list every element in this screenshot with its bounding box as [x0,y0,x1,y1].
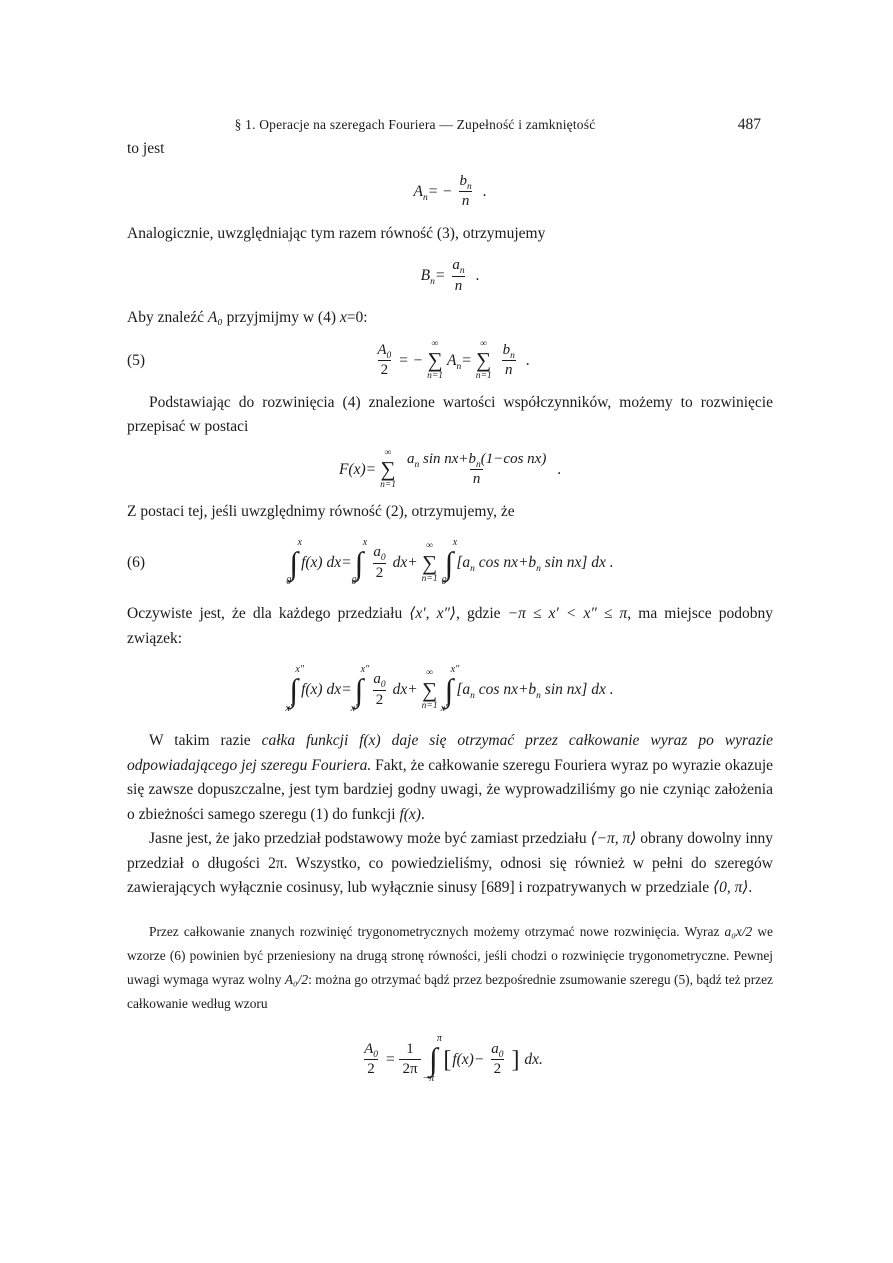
sum-lower-limit: n=1 [380,480,396,490]
fraction-numerator [370,671,388,689]
sum-upper-limit: ∞ [426,668,434,678]
math-relation: = − [427,182,453,200]
math-relation: = [385,1050,396,1068]
sum-operator-group [380,449,396,491]
formula-period: . [478,182,487,200]
integral-icon: ∫ [429,1041,438,1078]
math-expression: (1−cos nx) [480,450,547,467]
math-run [413,183,452,201]
integral-group [285,663,304,716]
fraction-numerator [361,1041,381,1059]
text: . [748,879,753,896]
math-subscript: 0 [380,680,386,691]
fraction-denominator [470,469,484,488]
math-expression: f(x)− [452,1050,485,1068]
fraction-denominator: 2 [373,563,387,582]
equation-6 [127,532,773,594]
math-subscript: n [470,564,475,575]
formula-period: . [553,460,562,478]
sigma-icon: ∑ [380,457,396,481]
integral-group [422,1033,442,1085]
integral-upper-limit: x″ [450,663,460,675]
math-var: A [413,182,423,200]
math-relation: = − [398,351,424,369]
math-fraction [500,342,518,380]
fraction-numerator [500,342,518,360]
math-var: a [452,257,460,274]
text-column [127,117,773,1099]
math-var: n [454,277,463,294]
fraction-numerator [404,451,549,469]
running-head-title: § 1. Operacje na szeregach Fouriera — Zupełność i zamkniętość [234,117,596,132]
math-run [452,1051,484,1069]
math-subscript: 0 [498,1050,504,1061]
math-fraction [404,451,549,489]
text: Podstawiając do rozwinięcia (4) znalezione wartości współczynników, możemy to rozwinięcie przepisać w postaci [127,393,773,435]
math-run [420,267,446,288]
math-fraction [370,671,388,709]
math-expression: ⟨x′, x″⟩ [409,605,456,622]
math-expression: cos nx+b [474,681,537,698]
math-subscript: n [470,691,475,702]
integral-icon: ∫ [289,544,299,581]
math-expression: sin nx] dx . [540,681,614,698]
text: obrany dowolny inny przedział o długości 2π. Wszystko, co powiedzieliśmy, odnosi się również w pełni do szeregów zawierających wyłącznie cosinusy, lub wyłącznie sinusy [689] i rozpatrywanych w przedziale [127,830,773,896]
integral-upper-limit: x [362,536,368,548]
formula-period: . [521,351,530,369]
fraction-denominator [452,276,466,295]
math-expression: −π ≤ x′ < x″ ≤ π [507,605,628,622]
text: to jest [127,140,165,157]
sum-upper-limit: ∞ [426,541,434,551]
integral-lower-limit: x′ [350,703,358,715]
math-subscript: n [459,266,465,277]
formula-an [127,170,773,214]
sum-lower-limit: n=1 [427,371,444,381]
sigma-icon: ∑ [476,348,492,372]
sigma-icon: ∑ [422,677,438,702]
math-var: n [505,362,513,378]
math-var: A₀ [207,309,223,326]
integral-upper-limit: x″ [360,663,370,675]
math-expression: f(x) dx= [301,681,352,698]
para-jasne-jest [127,827,773,901]
math-var: a [491,1041,499,1058]
fraction-denominator: 2π [399,1059,420,1078]
sum-operator-group [476,340,492,382]
math-subscript: n [536,691,541,702]
math-subscript: n [456,361,462,372]
fraction-denominator [459,191,473,210]
equation-number: (6) [127,554,146,571]
formula-interval-integral [127,659,773,721]
para-podstawiajac [127,391,773,440]
para-z-postaci [127,500,773,525]
integral-icon: ∫ [444,671,454,708]
math-var: a [373,671,381,688]
page-header [127,117,773,137]
math-run [521,1051,543,1069]
equation-5 [127,339,773,383]
math-run [447,352,472,370]
sum-lower-limit: n=1 [421,573,438,584]
integral-icon: ∫ [354,671,364,708]
text: =0: [346,309,368,326]
math-expression: [a [456,554,471,571]
math-subscript: 0 [386,350,392,361]
math-subscript: n [430,277,435,288]
formula-fx [127,448,773,492]
math-expression: dx. [520,1050,543,1068]
math-subscript: 0 [380,553,386,564]
math-run [393,554,418,572]
math-fraction [374,342,394,380]
sigma-icon: ∑ [427,348,443,372]
text: . [420,805,425,823]
fraction-denominator [502,360,516,379]
math-expression: f(x) [399,805,421,823]
math-fraction [399,1041,420,1079]
integral-group [286,536,302,589]
sum-operator-group [427,340,443,382]
math-var: A [377,341,387,358]
fraction-denominator: 2 [378,360,392,379]
text: Z postaci tej, jeśli uwzględnimy równość (2), otrzymujemy, że [127,502,515,520]
sum-upper-limit: ∞ [431,338,439,349]
math-expression: dx+ [392,554,418,571]
page-number: 487 [737,116,761,133]
right-bracket: ] [511,1046,520,1073]
fraction-numerator [449,257,467,275]
math-subscript: n [414,459,420,470]
fraction-numerator [370,544,388,562]
text: we wzorze (6) powinien być przeniesiony na drugą stronę równości, jeśli chodzi o rozwinięcie trygonometryczne. Pewnej uwagi wymaga wyraz wolny [127,923,773,987]
math-run [456,681,614,702]
fraction-denominator: 2 [373,690,387,709]
integral-group [351,536,368,589]
sum-upper-limit: ∞ [384,447,392,458]
integral-lower-limit: x′ [285,703,293,715]
math-expression: a₀x/2 [724,923,753,939]
formula-bn [127,254,773,298]
left-bracket: [ [443,1046,452,1073]
para-aby-znalezc [127,306,773,331]
math-var: b [459,172,467,189]
math-expression: ⟨0, π⟩ [713,879,749,896]
text: , gdzie [455,605,508,622]
sigma-icon: ∑ [422,550,438,575]
math-run [301,681,351,699]
math-var: B [420,267,431,284]
fraction-numerator [374,342,394,360]
integral-lower-limit: 0 [286,576,292,588]
math-run [339,461,376,479]
math-fraction [449,257,467,295]
math-var: A [447,351,457,369]
math-var: b [468,450,477,467]
integral-upper-limit: π [436,1033,442,1045]
integral-group [350,663,370,716]
text: W takim razie [149,732,262,749]
para-oczywiste [127,602,773,651]
para-to-jest [127,137,773,162]
math-expression: dx+ [392,681,418,698]
math-expression: sin nx] dx . [540,554,614,571]
math-expression: F(x)= [338,460,377,478]
fraction-denominator: 2 [364,1059,378,1078]
math-expression: A₀/2 [284,971,309,987]
math-var: a [373,544,381,561]
integral-icon: ∫ [444,544,454,581]
equation-number: (5) [127,351,146,369]
integral-lower-limit: 0 [441,576,447,588]
fraction-numerator [488,1041,506,1059]
para-w-takim-razie [127,729,773,827]
sum-lower-limit: n=1 [421,700,438,711]
integral-group [441,536,458,589]
text: Aby znaleźć [127,309,208,326]
math-relation: = [434,267,446,284]
math-run [301,554,351,572]
text: , ma miejsce podobny związek: [127,605,773,647]
fraction-numerator [457,173,475,191]
math-subscript: n [476,459,481,470]
text: przyjmijmy w (4) [222,309,340,326]
emphasized-text: całka funkcji f(x) daje się otrzymać przez całkowanie wyraz po wyrazie odpowiadającego jej szeregu Fouriera. [127,732,773,774]
integral-icon: ∫ [289,671,299,708]
math-var: A [364,1041,374,1058]
integral-upper-limit: x [297,536,302,548]
integral-lower-limit: 0 [351,576,357,588]
math-expression: sin nx+ [419,450,469,467]
text: Analogicznie, uwzględniając tym razem równość (3), otrzymujemy [127,224,546,242]
integral-upper-limit: x [452,536,458,548]
text: Przez całkowanie znanych rozwinięć trygonometrycznych możemy otrzymać nowe rozwinięcia. Wyraz [149,923,725,939]
smallprint-note [127,920,773,1016]
integral-upper-limit: x″ [295,663,304,675]
fraction-numerator: 1 [406,1041,414,1058]
math-subscript: n [510,350,515,361]
math-var: b [502,341,511,358]
math-subscript: n [536,564,541,575]
integral-lower-limit: x′ [440,703,448,715]
formula-period: . [471,267,480,284]
math-expression: [a [456,681,471,698]
text: Oczywiste jest, że dla każdego przedziału [127,605,410,622]
math-fraction [488,1041,506,1079]
sum-operator-group [422,669,438,711]
fraction-denominator: 2 [491,1059,505,1078]
sum-lower-limit: n=1 [475,371,492,381]
math-relation: = [461,351,472,369]
math-subscript: n [467,181,472,192]
integral-icon: ∫ [354,544,364,581]
math-run [393,681,418,699]
text: Jasne jest, że jako przedział podstawowy może być zamiast przedziału [149,830,591,847]
math-fraction [361,1041,381,1079]
math-var: n [472,471,481,487]
integral-lower-limit: −π [422,1073,435,1085]
para-rownosc-3 [127,222,773,247]
sum-upper-limit: ∞ [480,338,488,349]
math-var: a [407,450,415,467]
sum-operator-group [422,542,438,584]
formula-a0-integral [127,1029,773,1091]
math-subscript: 0 [373,1050,378,1061]
math-var: n [461,193,470,209]
math-run [456,554,614,575]
math-fraction [370,544,388,582]
math-expression: ⟨−π, π⟩ [590,830,637,847]
math-expression: cos nx+b [474,554,537,571]
math-var: x [339,309,347,326]
math-fraction [457,173,475,211]
integral-group [440,663,460,716]
math-subscript: n [422,192,428,203]
math-expression: f(x) dx= [301,554,352,571]
text: : można go otrzymać bądź przez bezpośrednie zsumowanie szeregu (5), bądź też przez całkowanie według wzoru [127,971,773,1011]
text: Fakt, że całkowanie szeregu Fouriera wyraz po wyrazie okazuje się zawsze dopuszczalne, jest tym bardziej godny uwagi, że wyprowadziliśmy go nie czyniąc założenia o zbieżności samego szeregu (1) do funkcji [127,756,774,823]
